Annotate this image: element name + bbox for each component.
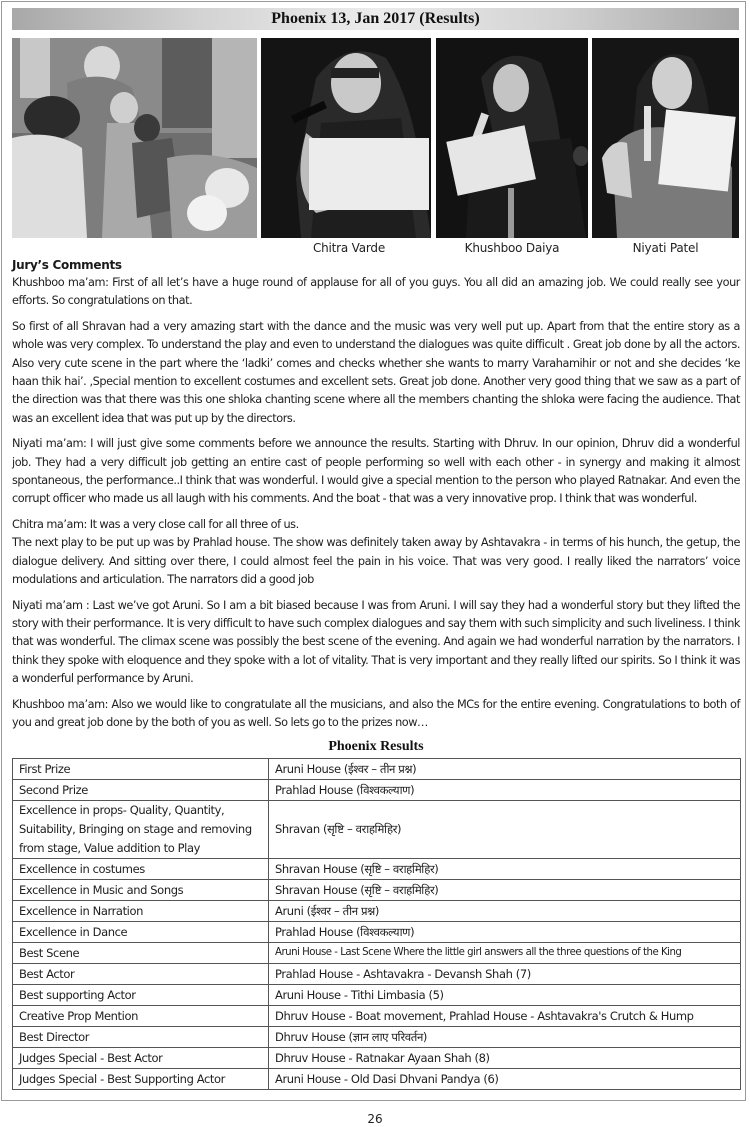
comment-paragraph xyxy=(12,318,740,428)
award-category: Creative Prop Mention xyxy=(13,1006,269,1027)
comment-text: Niyati ma’am : Last we’ve got Aruni. So I am a bit biased because I was from Aruni. I will say they had a wonderful story but they lifted the story with their performance. It is very difficult to have such complex dialogues and say them with such simplicity and such liveliness. I think that was wonderful. The climax scene was possibly the best scene of the evening. And again we had wonderful narration by the narrators. I think they spoke with eloquence and they spoke with a lot of vitality. That is very important and they really lifted our spirits. So I think it was a wonderful performance by Aruni. xyxy=(12,598,740,686)
comment-paragraph xyxy=(12,597,740,689)
photo-caption: Khushboo Daiya xyxy=(464,241,560,255)
award-winner: Shravan House (सृष्टि – वराहमिहिर) xyxy=(269,880,741,901)
award-category: Judges Special - Best Actor xyxy=(13,1048,269,1069)
award-winner: Dhruv House - Boat movement, Prahlad House - Ashtavakra's Crutch & Hump xyxy=(269,1006,741,1027)
table-row xyxy=(13,1048,741,1069)
page-frame xyxy=(1,1,746,1101)
table-row xyxy=(13,943,741,964)
award-winner: Dhruv House (ज्ञान लाए परिवर्तन) xyxy=(269,1027,741,1048)
award-winner: Aruni House - Old Dasi Dhvani Pandya (6) xyxy=(269,1069,741,1090)
award-winner: Prahlad House - Ashtavakra - Devansh Shah (7) xyxy=(269,964,741,985)
table-row xyxy=(13,801,741,859)
table-row xyxy=(13,780,741,801)
table-row xyxy=(13,985,741,1006)
caption-row xyxy=(2,240,745,257)
comment-text: Chitra ma’am: It was a very close call for all three of us. xyxy=(12,517,299,531)
comment-text: Khushboo ma’am: First of all let’s have a huge round of applause for all of you guys. You all did an amazing job. We could really see your efforts. So congratulations on that. xyxy=(12,276,740,308)
award-category: Best supporting Actor xyxy=(13,985,269,1006)
award-category: Best Director xyxy=(13,1027,269,1048)
photo-chitra-varde xyxy=(261,38,431,238)
award-category: Excellence in Narration xyxy=(13,901,269,922)
section-heading-jury-comments: Jury’s Comments xyxy=(12,258,122,272)
award-winner: Prahlad House (विश्वकल्याण) xyxy=(269,780,741,801)
results-table xyxy=(12,758,741,1090)
table-row xyxy=(13,759,741,780)
award-category: Second Prize xyxy=(13,780,269,801)
comment-paragraph xyxy=(12,516,740,590)
table-row xyxy=(13,1006,741,1027)
table-row xyxy=(13,901,741,922)
award-category: Excellence in costumes xyxy=(13,859,269,880)
award-winner: Aruni House (ईश्वर – तीन प्रश्न) xyxy=(269,759,741,780)
photo-khushboo-daiya xyxy=(436,38,588,238)
comment-text: Niyati ma’am: I will just give some comments before we announce the results. Starting with Dhruv. In our opinion, Dhruv did a wonderful job. They had a very difficult job getting an entire cast of people performing so well with each other - in synergy and making it almost spontaneous, the performance..I think that was wonderful. I would give a special mention to the person who played Ratnakar. And even the corrupt officer who made us all laugh with his comments. And the boat - that was a very innovative prop. I think that was wonderful. xyxy=(12,437,740,506)
table-row xyxy=(13,880,741,901)
table-row xyxy=(13,1069,741,1090)
page-title: Phoenix 13, Jan 2017 (Results) xyxy=(12,8,739,30)
comment-text: So first of all Shravan had a very amazing start with the dance and the music was very well put up. Apart from that the entire story as a whole was very complex. To understand the play and even to understand the dialogues was quite difficult . Great job done by all the actors. Also very cute scene in the part where the ‘ladki’ comes and checks whether she wants to marry Varahamihir or not and she decides ‘ke haan thik hai’. ,Special mention to excellent costumes and excellent sets. Great job done. Another very good thing that we saw as a part of the direction was that there was this one shloka chanting scene where all the members chanting the shloka were facing the audience. That was an excellent idea that was put up by the directors. xyxy=(12,319,740,425)
comment-paragraph xyxy=(12,435,740,509)
award-winner: Shravan (सृष्टि – वराहमिहिर) xyxy=(269,801,741,859)
award-winner: Aruni House - Tithi Limbasia (5) xyxy=(269,985,741,1006)
comment-text: Khushboo ma’am: Also we would like to congratulate all the musicians, and also the MCs for the entire evening. Congratulations to both of you and great job done by the both of you as well. So lets go to the prizes now… xyxy=(12,697,740,729)
comment-paragraph xyxy=(12,274,740,311)
award-category: Excellence in Music and Songs xyxy=(13,880,269,901)
photo-prize-ceremony xyxy=(12,38,257,238)
award-category: Excellence in Dance xyxy=(13,922,269,943)
award-winner: Shravan House (सृष्टि – वराहमिहिर) xyxy=(269,859,741,880)
award-category: Judges Special - Best Supporting Actor xyxy=(13,1069,269,1090)
award-category: Excellence in props- Quality, Quantity, Suitability, Bringing on stage and removing from stage, Value addition to Play xyxy=(13,801,269,859)
comment-paragraph xyxy=(12,696,740,733)
photo-caption: Chitra Varde xyxy=(312,241,386,255)
award-winner: Dhruv House - Ratnakar Ayaan Shah (8) xyxy=(269,1048,741,1069)
table-row xyxy=(13,964,741,985)
page-number: 26 xyxy=(367,1112,383,1127)
photo-row xyxy=(2,38,745,238)
comment-text: The next play to be put up was by Prahlad house. The show was definitely taken away by Ashtavakra - in terms of his hunch, the getup, the dialogue delivery. And sitting over there, I could almost feel the pain in his voice. That was very good. I really liked the narrators’ voice modulations and articulation. The narrators did a good job xyxy=(12,536,740,587)
table-row xyxy=(13,859,741,880)
award-category: First Prize xyxy=(13,759,269,780)
table-row xyxy=(13,922,741,943)
award-winner: Prahlad House (विश्वकल्याण) xyxy=(269,922,741,943)
award-winner: Aruni (ईश्वर – तीन प्रश्न) xyxy=(269,901,741,922)
award-category: Best Actor xyxy=(13,964,269,985)
photo-caption: Niyati Patel xyxy=(632,241,699,255)
content xyxy=(12,257,740,1090)
award-category: Best Scene xyxy=(13,943,269,964)
photo-niyati-patel xyxy=(592,38,739,238)
table-row xyxy=(13,1027,741,1048)
results-table-title: Phoenix Results xyxy=(328,739,424,755)
award-winner: Aruni House - Last Scene Where the little girl answers all the three questions of the King xyxy=(269,943,741,964)
